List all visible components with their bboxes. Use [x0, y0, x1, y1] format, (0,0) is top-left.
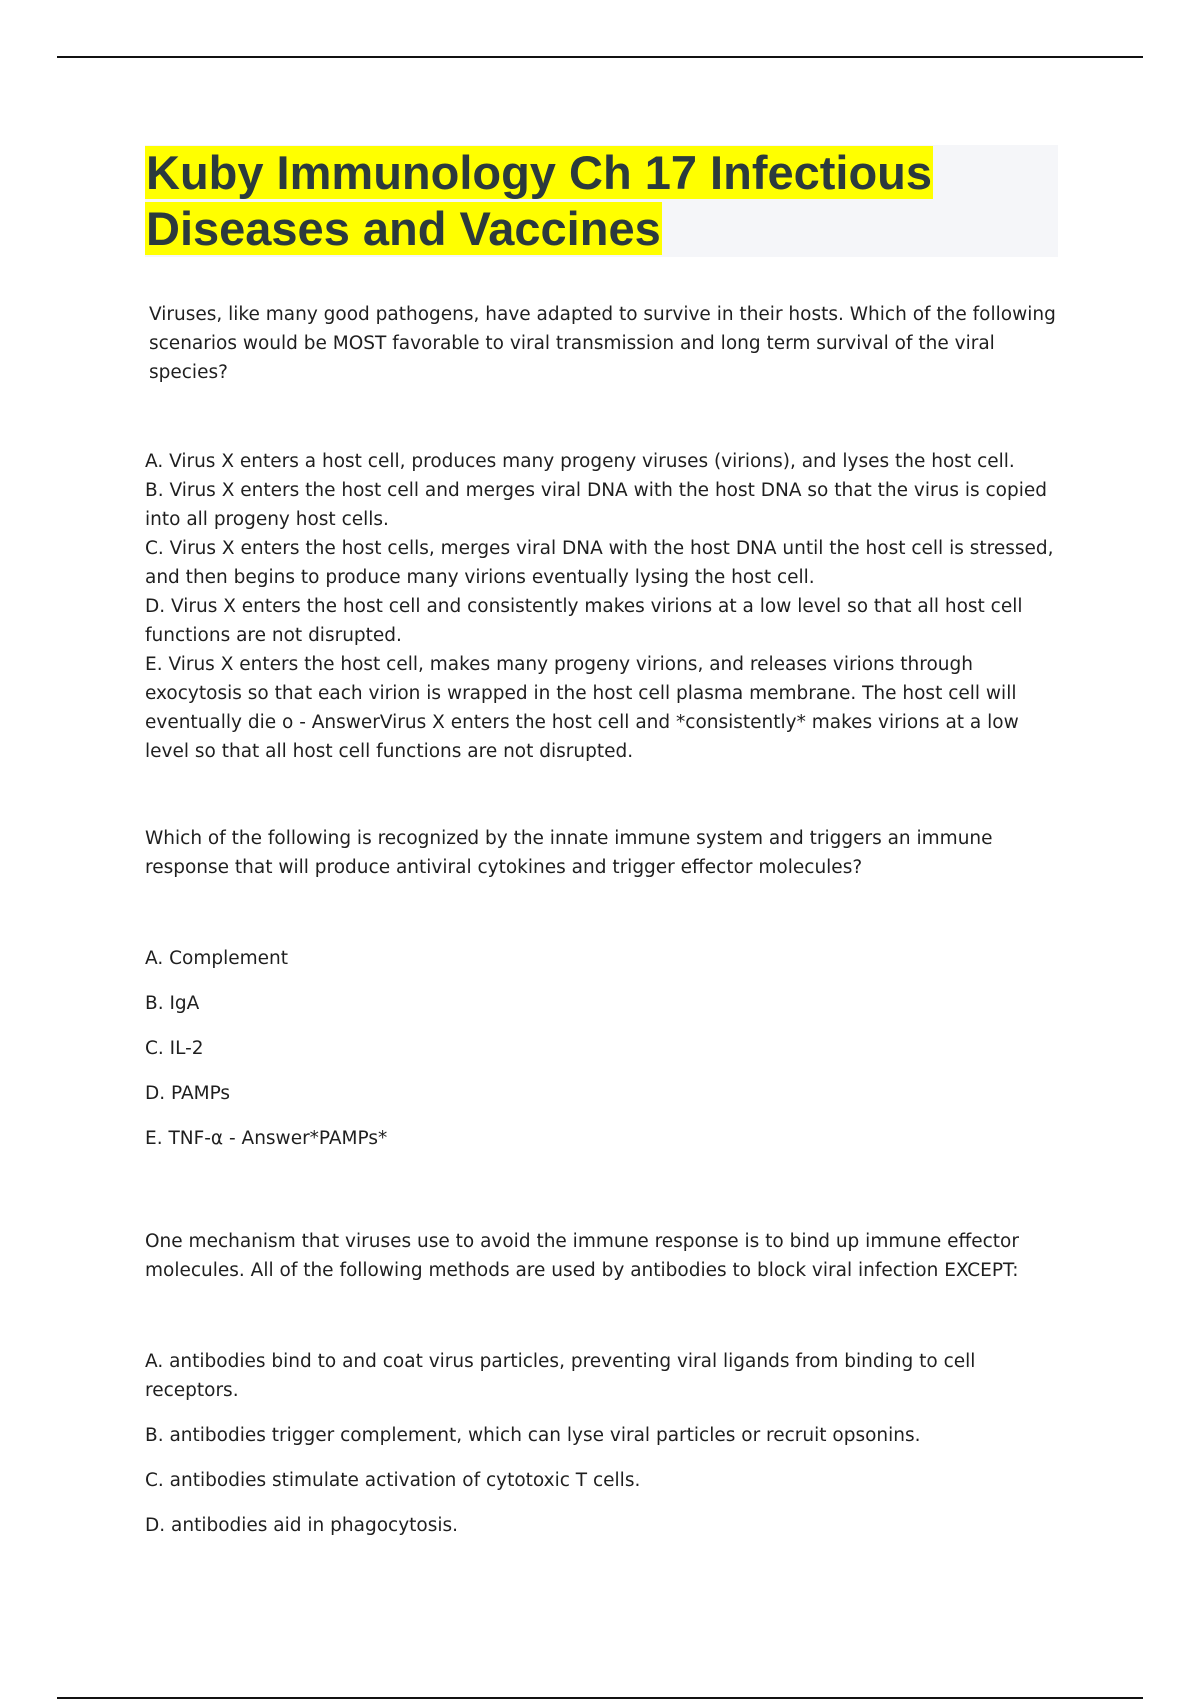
question-1	[145, 300, 1065, 766]
question-2-text: Which of the following is recognized by the innate immune system and triggers an immune response that will produce antiviral cytokines and trigger effector molecules?	[145, 828, 993, 878]
question-2-options	[145, 944, 1065, 1153]
question-3	[145, 1227, 1065, 1540]
question-3-option-c: C. antibodies stimulate activation of cytotoxic T cells.	[145, 1470, 641, 1491]
question-2-option-a: A. Complement	[145, 948, 288, 969]
question-1-text: Viruses, like many good pathogens, have adapted to survive in their hosts. Which of the following scenarios would be MOST favorable to viral transmission and long term survival of the viral species?	[149, 304, 1056, 383]
bottom-divider	[57, 1697, 1143, 1699]
question-3-option-a: A. antibodies bind to and coat virus particles, preventing viral ligands from binding to cell receptors.	[145, 1351, 976, 1401]
top-divider	[57, 56, 1143, 58]
title-line-1: Kuby Immunology Ch 17 Infectious	[146, 146, 933, 199]
question-3-option-b: B. antibodies trigger complement, which can lyse viral particles or recruit opsonins.	[145, 1425, 921, 1446]
question-3-text: One mechanism that viruses use to avoid the immune response is to bind up immune effector molecules. All of the following methods are used by antibodies to block viral infection EXCEPT:	[145, 1231, 1019, 1281]
question-2-option-d: D. PAMPs	[145, 1083, 231, 1104]
spacer	[145, 1169, 1065, 1227]
title-line-2: Diseases and Vaccines	[146, 202, 661, 255]
question-3-options	[145, 1347, 1065, 1540]
document-body	[145, 300, 1065, 1556]
question-3-option-d: D. antibodies aid in phagocytosis.	[145, 1515, 459, 1536]
question-1-option-a: A. Virus X enters a host cell, produces many progeny viruses (virions), and lyses the host cell.	[145, 451, 1015, 472]
page-title	[145, 145, 1058, 257]
question-2-option-e: E. TNF-α - Answer*PAMPs*	[145, 1128, 388, 1149]
question-1-option-e: E. Virus X enters the host cell, makes many progeny virions, and releases virions through exocytosis so that each virion is wrapped in the host cell plasma membrane. The host cell will eventually die o - AnswerVirus X enters the host cell and *consistently* makes virions at a low level so that all host cell functions are not disrupted.	[145, 654, 1019, 762]
question-1-option-c: C. Virus X enters the host cells, merges viral DNA with the host DNA until the host cell is stressed, and then begins to produce many virions eventually lysing the host cell.	[145, 538, 1054, 588]
question-1-option-b: B. Virus X enters the host cell and merges viral DNA with the host DNA so that the virus is copied into all progeny host cells.	[145, 480, 1048, 530]
question-2	[145, 824, 1065, 1153]
spacer	[145, 766, 1065, 824]
question-1-option-d: D. Virus X enters the host cell and consistently makes virions at a low level so that all host cell functions are not disrupted.	[145, 596, 1023, 646]
question-1-options	[145, 447, 1065, 766]
question-2-option-c: C. IL-2	[145, 1038, 204, 1059]
title-block	[145, 145, 1058, 257]
question-2-option-b: B. IgA	[145, 993, 200, 1014]
